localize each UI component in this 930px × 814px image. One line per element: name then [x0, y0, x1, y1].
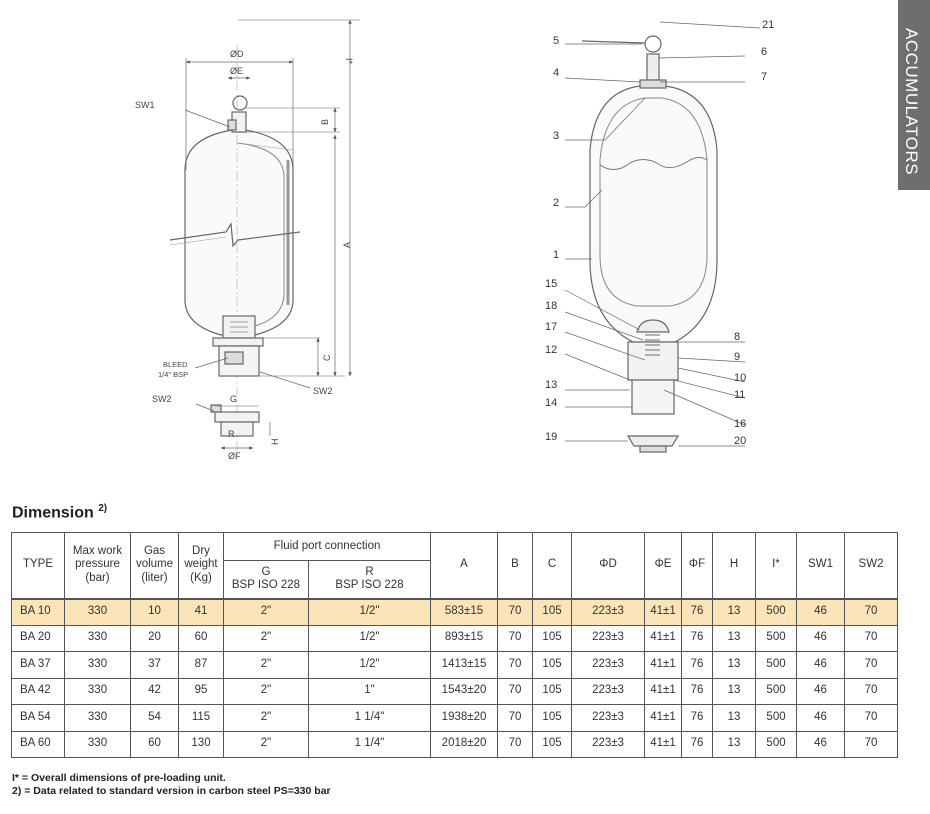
cell-h: 13 — [713, 705, 756, 732]
label-b: B — [320, 118, 330, 125]
cell-type: BA 42 — [12, 678, 65, 705]
cell-volume: 42 — [131, 678, 179, 705]
header-pressure-l1: Max work — [72, 544, 123, 557]
right-accumulator-drawing — [565, 22, 760, 452]
cell-oe: 41±1 — [645, 731, 682, 758]
dimension-title-footnote: 2) — [98, 503, 108, 514]
callout-4: 4 — [553, 67, 560, 79]
cell-r: 1/2" — [309, 625, 431, 652]
cell-h: 13 — [713, 625, 756, 652]
dimension-table-header — [12, 533, 898, 599]
cell-pressure: 330 — [65, 652, 131, 679]
cell-h: 13 — [713, 652, 756, 679]
header-h: H — [713, 533, 756, 599]
cell-type: BA 60 — [12, 731, 65, 758]
cell-oe: 41±1 — [645, 678, 682, 705]
cell-c: 105 — [533, 599, 572, 626]
cell-r: 1 1/4" — [309, 731, 431, 758]
cell-pressure: 330 — [65, 678, 131, 705]
dimension-title — [12, 503, 107, 522]
callout-13: 13 — [545, 379, 558, 391]
cell-sw1: 46 — [797, 625, 845, 652]
cell-pressure: 330 — [65, 625, 131, 652]
label-h: H — [270, 438, 280, 445]
cell-i: 500 — [756, 625, 797, 652]
cell-type: BA 54 — [12, 705, 65, 732]
table-row — [12, 599, 898, 626]
label-i-star: I* — [344, 58, 354, 65]
cell-a: 583±15 — [431, 599, 498, 626]
table-row — [12, 625, 898, 652]
dimension-table-body — [12, 599, 898, 758]
cell-sw1: 46 — [797, 678, 845, 705]
callout-18: 18 — [545, 300, 558, 312]
cell-b: 70 — [498, 678, 533, 705]
callout-7: 7 — [761, 71, 768, 83]
table-row — [12, 678, 898, 705]
header-volume-l2: volume — [135, 558, 174, 571]
callout-17: 17 — [545, 321, 558, 333]
cell-g: 2" — [224, 705, 309, 732]
header-g-l2: BSP ISO 228 — [231, 579, 301, 592]
cell-oe: 41±1 — [645, 705, 682, 732]
cell-h: 13 — [713, 678, 756, 705]
callout-19: 19 — [545, 431, 558, 443]
cell-sw2: 70 — [845, 652, 898, 679]
section-tab-label: ACCUMULATORS — [902, 28, 921, 176]
cell-sw2: 70 — [845, 599, 898, 626]
callout-21: 21 — [762, 19, 775, 31]
header-volume-l3: (liter) — [141, 572, 168, 585]
cell-oe: 41±1 — [645, 625, 682, 652]
label-bleed-1: BLEED — [163, 360, 188, 369]
cell-g: 2" — [224, 625, 309, 652]
cell-od: 223±3 — [572, 625, 645, 652]
callout-12: 12 — [545, 344, 558, 356]
header-r-l2: BSP ISO 228 — [335, 579, 404, 592]
label-c: C — [322, 354, 332, 361]
cell-sw1: 46 — [797, 652, 845, 679]
cell-pressure: 330 — [65, 705, 131, 732]
header-max-work-pressure — [65, 533, 131, 599]
cell-sw1: 46 — [797, 599, 845, 626]
cell-sw2: 70 — [845, 625, 898, 652]
cell-sw2: 70 — [845, 705, 898, 732]
table-row — [12, 731, 898, 758]
cell-sw1: 46 — [797, 731, 845, 758]
cell-of: 76 — [682, 678, 713, 705]
cell-c: 105 — [533, 625, 572, 652]
cell-weight: 60 — [179, 625, 224, 652]
label-a: A — [342, 241, 352, 248]
cell-a: 1413±15 — [431, 652, 498, 679]
footnote-1-text: = Overall dimensions of pre-loading unit. — [19, 772, 226, 784]
cell-volume: 20 — [131, 625, 179, 652]
cell-of: 76 — [682, 705, 713, 732]
cell-volume: 10 — [131, 599, 179, 626]
cell-volume: 54 — [131, 705, 179, 732]
header-type: TYPE — [12, 533, 65, 599]
header-weight-l1: Dry — [192, 544, 210, 557]
cell-r: 1" — [309, 678, 431, 705]
label-r: R — [228, 429, 235, 439]
cell-oe: 41±1 — [645, 652, 682, 679]
cell-weight: 115 — [179, 705, 224, 732]
cell-i: 500 — [756, 731, 797, 758]
dimension-title-text: Dimension — [12, 504, 94, 522]
cell-weight: 41 — [179, 599, 224, 626]
header-c: C — [533, 533, 572, 599]
cell-i: 500 — [756, 599, 797, 626]
header-volume-l1: Gas — [143, 544, 166, 557]
cell-a: 2018±20 — [431, 731, 498, 758]
callout-6: 6 — [761, 46, 768, 58]
cell-c: 105 — [533, 652, 572, 679]
cell-sw2: 70 — [845, 731, 898, 758]
label-dia-f: ØF — [228, 451, 241, 461]
section-tab — [898, 0, 930, 190]
header-oe: ΦE — [645, 533, 682, 599]
footnote-2: 2) = Data related to standard version in carbon steel PS=330 bar — [12, 785, 331, 797]
header-g-l1: G — [261, 565, 271, 578]
cell-od: 223±3 — [572, 705, 645, 732]
callout-5: 5 — [553, 35, 560, 47]
header-b: B — [498, 533, 533, 599]
cell-b: 70 — [498, 705, 533, 732]
cell-type: BA 20 — [12, 625, 65, 652]
cell-r: 1/2" — [309, 599, 431, 626]
callout-20: 20 — [734, 435, 747, 447]
footnote-1-symbol: I* — [12, 772, 20, 784]
cell-of: 76 — [682, 652, 713, 679]
header-od: ΦD — [572, 533, 645, 599]
label-dia-e: ØE — [230, 66, 244, 76]
cell-b: 70 — [498, 652, 533, 679]
callout-3: 3 — [553, 130, 560, 142]
cell-weight: 87 — [179, 652, 224, 679]
callout-15: 15 — [545, 278, 558, 290]
cell-volume: 37 — [131, 652, 179, 679]
cell-od: 223±3 — [572, 678, 645, 705]
cell-h: 13 — [713, 731, 756, 758]
header-a: A — [431, 533, 498, 599]
header-r-l1: R — [365, 565, 374, 578]
cell-c: 105 — [533, 705, 572, 732]
cell-of: 76 — [682, 625, 713, 652]
cell-r: 1 1/4" — [309, 705, 431, 732]
footnote-1 — [12, 772, 331, 785]
cell-od: 223±3 — [572, 652, 645, 679]
header-dry-weight — [179, 533, 224, 599]
cell-b: 70 — [498, 625, 533, 652]
cell-g: 2" — [224, 652, 309, 679]
label-dia-d: ØD — [230, 49, 244, 59]
callout-16: 16 — [734, 418, 747, 430]
callout-1: 1 — [553, 249, 560, 261]
label-sw1: SW1 — [135, 100, 155, 110]
cell-volume: 60 — [131, 731, 179, 758]
callout-11: 11 — [734, 389, 746, 401]
label-sw2-left: SW2 — [152, 394, 172, 404]
label-sw2-right: SW2 — [313, 386, 333, 396]
cell-c: 105 — [533, 678, 572, 705]
table-row — [12, 652, 898, 679]
cell-b: 70 — [498, 731, 533, 758]
header-gas-volume — [131, 533, 179, 599]
cell-od: 223±3 — [572, 599, 645, 626]
cell-h: 13 — [713, 599, 756, 626]
header-g — [224, 561, 309, 599]
cell-a: 1543±20 — [431, 678, 498, 705]
cell-a: 893±15 — [431, 625, 498, 652]
cell-pressure: 330 — [65, 599, 131, 626]
cell-type: BA 10 — [12, 599, 65, 626]
header-weight-l3: (Kg) — [190, 572, 212, 585]
header-sw2: SW2 — [845, 533, 898, 599]
callout-9: 9 — [734, 351, 741, 363]
cell-type: BA 37 — [12, 652, 65, 679]
cell-a: 1938±20 — [431, 705, 498, 732]
callout-10: 10 — [734, 372, 747, 384]
cell-pressure: 330 — [65, 731, 131, 758]
cell-r: 1/2" — [309, 652, 431, 679]
cell-i: 500 — [756, 678, 797, 705]
header-pressure-l3: (bar) — [85, 572, 110, 585]
cell-i: 500 — [756, 705, 797, 732]
cell-of: 76 — [682, 599, 713, 626]
callout-8: 8 — [734, 331, 741, 343]
label-bleed-2: 1/4" BSP — [158, 370, 189, 379]
footnotes — [12, 772, 331, 798]
cell-g: 2" — [224, 731, 309, 758]
dimension-table — [11, 532, 898, 758]
header-sw1: SW1 — [797, 533, 845, 599]
header-pressure-l2: pressure — [75, 558, 120, 571]
table-row — [12, 705, 898, 732]
cell-g: 2" — [224, 599, 309, 626]
callout-2: 2 — [553, 197, 560, 209]
cell-oe: 41±1 — [645, 599, 682, 626]
cell-od: 223±3 — [572, 731, 645, 758]
header-r — [309, 561, 431, 599]
cell-of: 76 — [682, 731, 713, 758]
cell-weight: 95 — [179, 678, 224, 705]
cell-b: 70 — [498, 599, 533, 626]
cell-c: 105 — [533, 731, 572, 758]
cell-weight: 130 — [179, 731, 224, 758]
header-i: I* — [756, 533, 797, 599]
cell-g: 2" — [224, 678, 309, 705]
callout-14: 14 — [545, 397, 558, 409]
label-g: G — [230, 394, 238, 404]
cell-sw1: 46 — [797, 705, 845, 732]
header-fluid-port: Fluid port connection — [224, 533, 431, 561]
header-of: ΦF — [682, 533, 713, 599]
header-weight-l2: weight — [184, 558, 218, 571]
cell-i: 500 — [756, 652, 797, 679]
cell-sw2: 70 — [845, 678, 898, 705]
